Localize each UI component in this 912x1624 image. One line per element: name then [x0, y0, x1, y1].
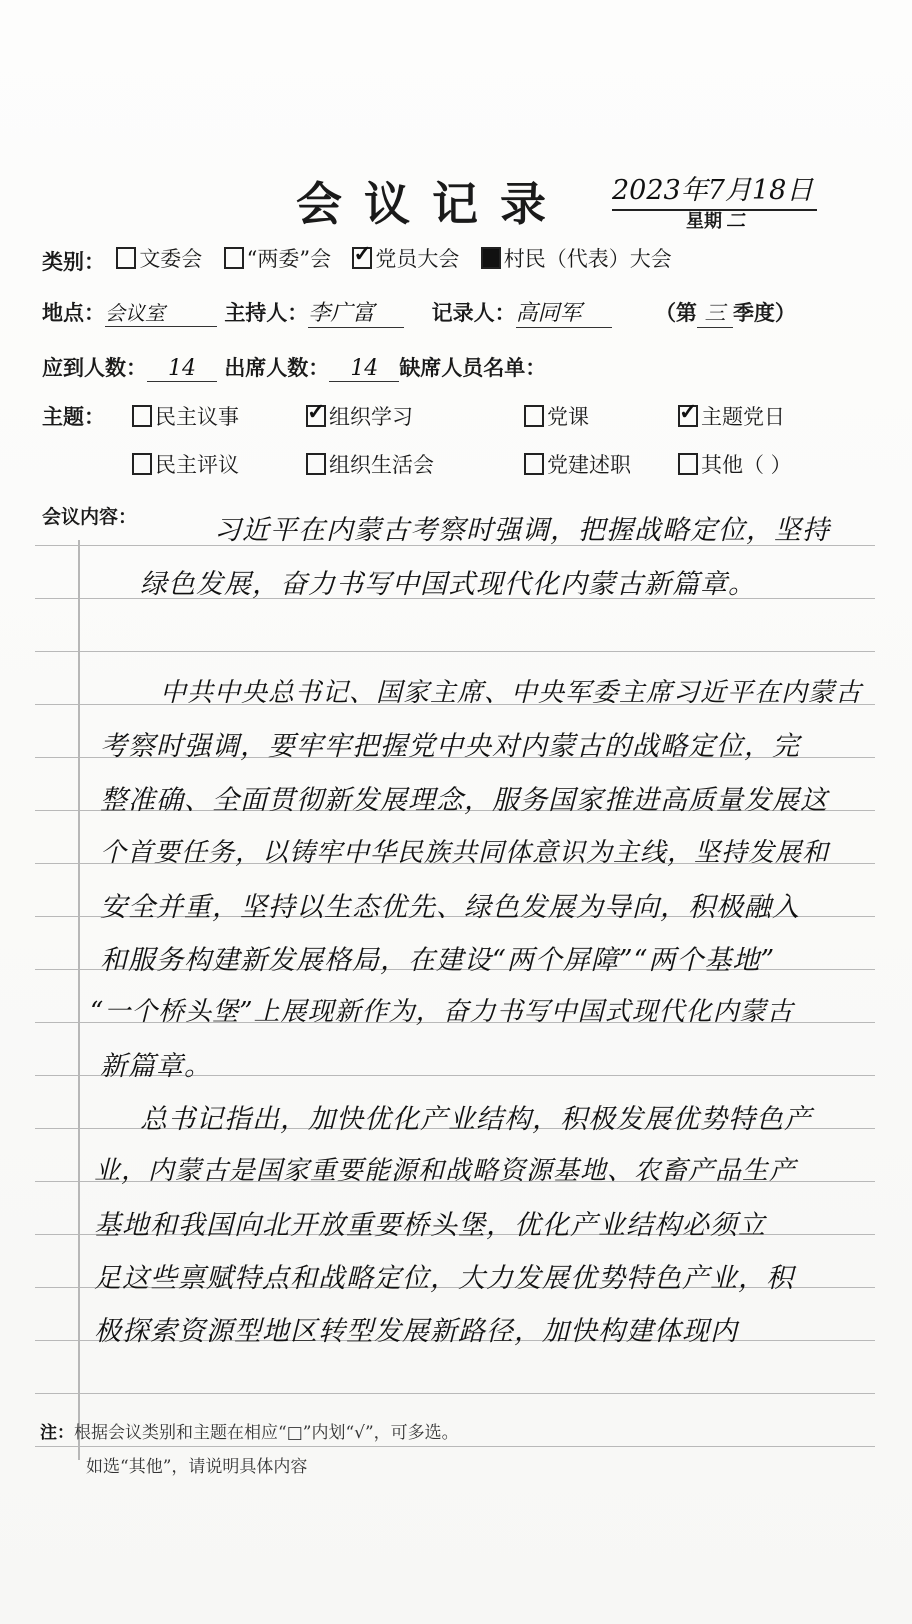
absent-label: 缺席人员名单： [399, 355, 547, 380]
weekday-value: 二 [726, 210, 746, 232]
quarter-value: 三 [697, 297, 733, 328]
category-row [42, 243, 672, 276]
note-text: 根据会议类别和主题在相应“□”内划“√”，可多选。 [74, 1423, 459, 1443]
content-label: 会议内容： [42, 506, 138, 528]
host-label: 主持人： [224, 300, 309, 325]
option-label: 民主评议 [155, 453, 239, 477]
content-line: 习近平在内蒙古考察时强调，把握战略定位，坚持 [214, 515, 830, 546]
checkbox-filled[interactable] [481, 247, 501, 269]
checkbox[interactable] [524, 453, 544, 475]
checkbox[interactable] [116, 247, 136, 269]
content-line: 个首要任务，以铸牢中华民族共同体意识为主线，坚持发展和 [100, 838, 830, 868]
meta-row [42, 296, 796, 328]
location-value: 会议室 [105, 297, 217, 327]
content-line: 安全并重，坚持以生态优先、绿色发展为导向，积极融入 [100, 892, 800, 923]
category-label: 类别： [42, 249, 105, 274]
category-option-liangwei[interactable] [224, 243, 331, 273]
attendance-row [42, 352, 546, 382]
checkbox[interactable] [306, 453, 326, 475]
topic-option-party-report[interactable] [524, 449, 631, 479]
ruled-line [35, 1393, 875, 1394]
checkbox-checked[interactable] [678, 405, 698, 427]
content-line: 极探索资源型地区转型发展新路径，加快构建体现内 [94, 1316, 738, 1347]
present-label: 出席人数： [224, 355, 330, 380]
checkbox[interactable] [132, 405, 152, 427]
topic-option-org-life[interactable] [306, 449, 434, 479]
topic-option-democratic-review[interactable] [132, 449, 239, 479]
present-value: 14 [329, 356, 399, 382]
topic-option-org-study[interactable] [306, 401, 413, 431]
option-label: 党课 [547, 405, 589, 429]
ruled-line [35, 1446, 875, 1447]
note-label: 注： [40, 1423, 74, 1443]
recorder-label: 记录人： [431, 300, 516, 325]
option-label: 党员大会 [375, 247, 460, 271]
checkbox[interactable] [678, 453, 698, 475]
category-option-party-members[interactable] [352, 243, 459, 273]
footer-note-line1 [40, 1418, 459, 1443]
category-option-wenweihui[interactable] [116, 243, 202, 273]
footer-note-line2: 如选“其他”，请说明具体内容 [86, 1457, 308, 1477]
option-label: “两委”会 [246, 247, 332, 271]
weekday [686, 206, 745, 233]
content-line: 足这些禀赋特点和战略定位，大力发展优势特色产业，积 [94, 1263, 794, 1294]
option-label: 其他（ ） [701, 453, 792, 477]
recorder-value: 高同军 [516, 296, 612, 328]
checkbox-checked[interactable] [306, 405, 326, 427]
ruled-line [35, 651, 875, 652]
expected-label: 应到人数： [42, 355, 147, 380]
content-line: 业，内蒙古是国家重要能源和战略资源基地、农畜产品生产 [94, 1156, 797, 1186]
option-label: 文委会 [139, 247, 203, 271]
checkbox[interactable] [524, 405, 544, 427]
content-line: 中共中央总书记、国家主席、中央军委主席习近平在内蒙古 [160, 678, 863, 708]
option-label: 主题党日 [701, 405, 785, 429]
host-value: 李广富 [308, 296, 404, 328]
topic-option-other[interactable] [678, 449, 792, 479]
quarter-suffix: 季度） [732, 300, 796, 325]
option-label: 党建述职 [547, 453, 631, 477]
checkbox[interactable] [224, 247, 244, 269]
option-label: 民主议事 [155, 405, 239, 429]
page-title: 会议记录 [296, 177, 568, 231]
weekday-label: 星期 [686, 211, 722, 232]
content-line: 和服务构建新发展格局，在建设“两个屏障”“两个基地” [100, 945, 776, 976]
content-line: 总书记指出，加快优化产业结构，积极发展优势特色产 [140, 1104, 812, 1135]
content-line: 基地和我国向北开放重要桥头堡，优化产业结构必须立 [94, 1210, 766, 1241]
topic-row-1 [42, 401, 785, 431]
topic-option-party-lesson[interactable] [524, 401, 589, 431]
content-line: 新篇章。 [100, 1051, 212, 1082]
quarter-prefix: （第 [654, 300, 697, 325]
content-line: 绿色发展，奋力书写中国式现代化内蒙古新篇章。 [140, 569, 756, 600]
content-line: 考察时强调，要牢牢把握党中央对内蒙古的战略定位，完 [100, 731, 800, 762]
meeting-date: 2023年7月18日 [612, 168, 817, 211]
category-option-villagers[interactable] [481, 243, 672, 273]
location-label: 地点： [42, 300, 105, 325]
topic-label: 主题： [42, 404, 105, 429]
option-label: 组织学习 [329, 405, 413, 429]
topic-option-democratic-affairs[interactable] [132, 401, 239, 431]
option-label: 组织生活会 [329, 453, 434, 477]
checkbox-checked[interactable] [352, 247, 372, 269]
option-label: 村民（代表）大会 [503, 247, 672, 271]
content-line: “一个桥头堡”上展现新作为，奋力书写中国式现代化内蒙古 [90, 997, 794, 1027]
margin-line [78, 540, 80, 1460]
content-line: 整准确、全面贯彻新发展理念，服务国家推进高质量发展这 [100, 785, 828, 816]
topic-option-party-day[interactable] [678, 401, 785, 431]
checkbox[interactable] [132, 453, 152, 475]
expected-value: 14 [147, 356, 217, 382]
